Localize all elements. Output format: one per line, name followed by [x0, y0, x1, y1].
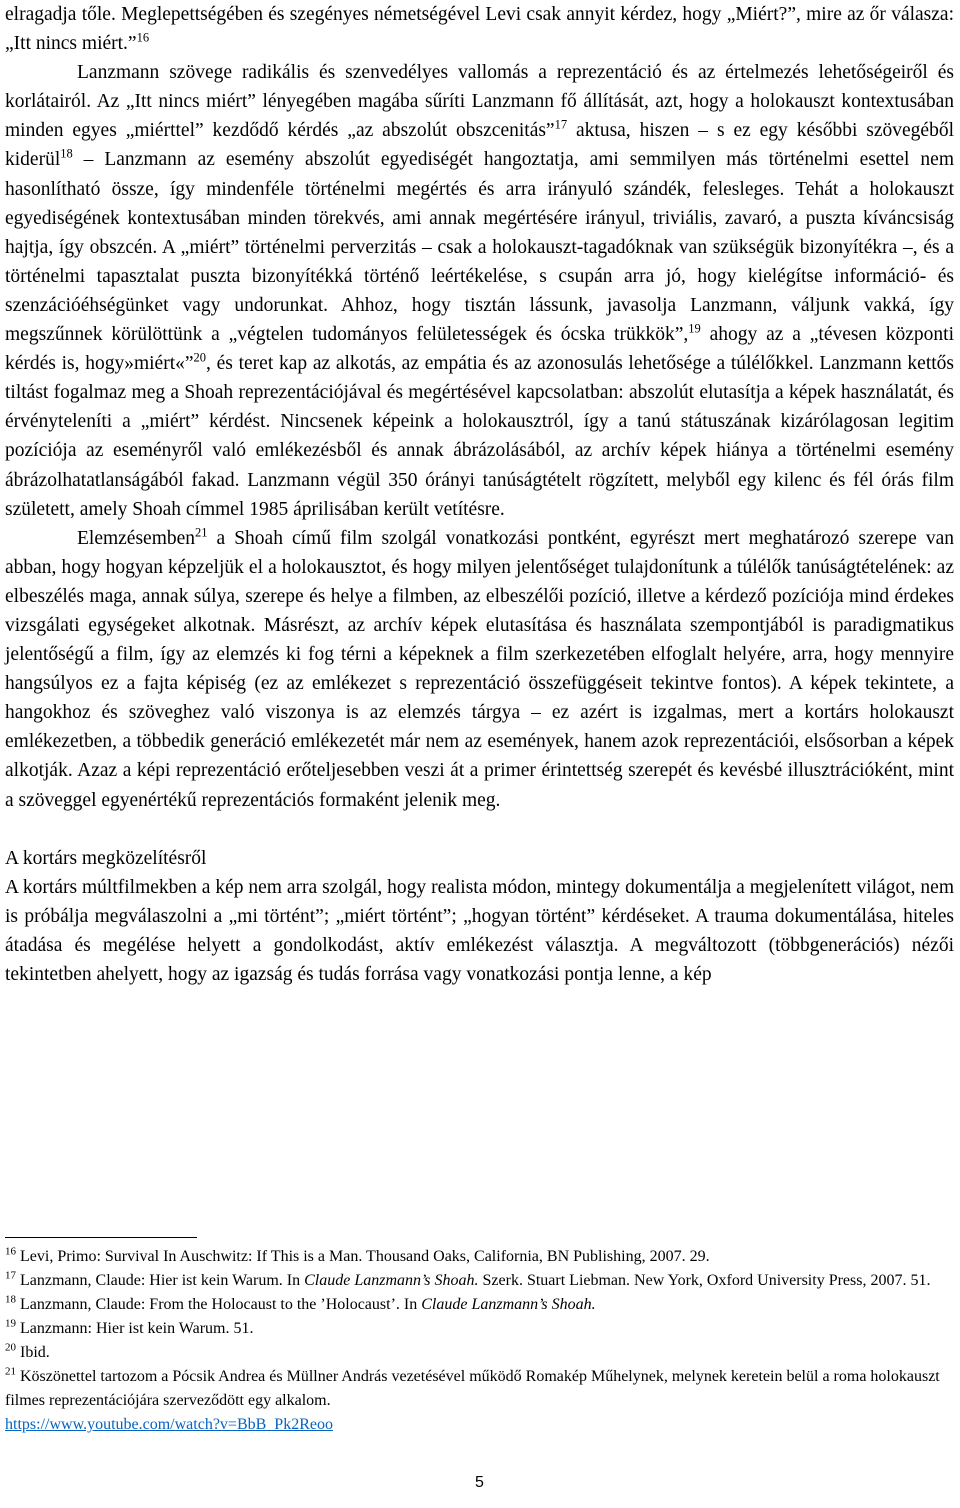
- footnote-ref-17[interactable]: 17: [554, 117, 568, 132]
- youtube-link[interactable]: https://www.youtube.com/watch?v=BbB_Pk2Reoo: [5, 1416, 333, 1433]
- footnote-ref-19[interactable]: 19: [688, 321, 701, 336]
- paragraph-3: Elemzésemben$^{21}$ a Shoah című film szolgál vonatkozási pontként, egyrészt mert meghatározó szerepe van abban, hogy hogyan képzeljük el a holokausztot, és hogy milyen jelentőséget tulajdonítunk a túlélők tanúságtételének: az elbeszélés maga, annak súlya, szerepe és helye a filmben, az elbeszélői pozíció, illetve a kérdező pozíciója mind érdekes vizsgálati egységeket alkotnak. Másrészt, az archív képek elutasítása és használata szempontjából is paradigmatikus jelentőségű a film, így az elemzés ki fog térni a képeknek a film szerkezetében elfoglalt helyére, arra, hogy mennyire hangsúlyos ez a fajta képiség (ez az emlékezet s reprezentáció összefüggéseit tekintve fontos). A képek tekintete, a hangokhoz és szöveghez való viszonya is az elemzés tárgya – ez azért is izgalmas, mert a kortárs holokauszt emlékezetben, a többedik generáció emlékezetét már nem az események, hanem azok reprezentációi, elsősorban a képek alkotják. Azaz a képi reprezentáció erőteljesebben veszi át a primer érintettség szerepét és kevésbé illusztrációként, mint a szöveggel egyenértékű reprezentációs formaként jelenik meg.: [5, 525, 954, 811]
- page-number: 5: [475, 1474, 484, 1491]
- footnote-21: $^{21}$ Köszönettel tartozom a Pócsik Andrea és Müllner András vezetésével működő Romakép Műhelynek, melynek keretein belül a roma holokauszt filmes reprezentációjára szerveződött egy alkalom.: [5, 1365, 940, 1409]
- footnote-separator: [5, 1237, 197, 1238]
- paragraph-2: Lanzmann szövege radikális és szenvedélyes vallomás a reprezentáció és az értelmezés lehetőségeiről és korlátairól. Az „Itt nincs miért” lényegében magába sűríti Lanzmann fő állítását, azt, hogy a holokauszt kontextusában minden egyes „miérttel” kezdődő kérdés „az abszolút obszcenitás”$^{17}$ aktusa, hiszen – s ez egy későbbi szövegéből kiderül$^{18}$ – Lanzmann az esemény abszolút egyediségét hangoztatja, ami semmilyen más történelmi esettel nem hasonlítható össze, így mindenféle történelmi megértés és arra irányuló szándék, felesleges. Tehát a holokauszt egyediségének kontextusában minden törekvés, ami annak megértésére irányul, triviális, zavaró, a puszta kíváncsiság hajtja, így obszcén. A „miért” történelmi perverzitás – csak a holokauszt-tagadóknak van szükségük bizonyítékra –, és a történelmi tapasztalat puszta bizonyítékká történő leértékelése, s csupán arra jó, hogy kielégítse információ- és szenzációéhségünket vagy undorunkat. Ahhoz, hogy tisztán lássunk, javasolja Lanzmann, váljunk vakká, így megszűnnek körülöttünk a „végtelen tudományos felületességek és ócska trükkök”,$^{19}$ ahogy az a „tévesen központi kérdés is, hogy»miért«”$^{20}$, és teret kap az alkotás, az empátia és az azonosulás lehetősége a túlélőkkel. Lanzmann kettős tiltást fogalmaz meg a Shoah reprezentációjával és megértésével kapcsolatban: abszolút elutasítja a képek használatát, és érvényteleníti a „miért” kérdést. Nincsenek képeink a holokausztról, így a tanú státuszának kizárólagosan legitim pozíciója az eseményről való emlékezésből és annak ábrázolásából, az archív képek hiánya a történelmi esemény ábrázolhatatlanságából fakad. Lanzmann végül 350 órányi tanúságtételt rögzített, melyből egy kilenc és fél órás film született, amely Shoah címmel 1985 áprilisában került vetítésre.: [5, 62, 954, 520]
- footnote-ref-18[interactable]: 18: [60, 146, 73, 161]
- section-heading: A kortárs megközelítésről: [5, 847, 207, 869]
- paragraph-1: elragadja tőle. Meglepettségében és szegényes németségével Levi csak annyit kérdez, hogy „Miért?”, mire az őr válasza: „Itt nincs miért.”$^{16}$: [5, 4, 954, 55]
- footnote-18: $^{18}$ Lanzmann, Claude: From the Holocaust to the ’Holocaust’. In Claude Lanzmann’s Shoah.: [5, 1293, 596, 1313]
- footnote-ref-20[interactable]: 20: [193, 350, 207, 365]
- footnote-ref-16[interactable]: 16: [136, 30, 150, 45]
- footnotes: [5, 1245, 954, 1437]
- body-text: [5, 0, 954, 989]
- footnote-20: $^{20}$ Ibid.: [5, 1341, 50, 1361]
- footnote-19: $^{19}$ Lanzmann: Hier ist kein Warum. 51.: [5, 1317, 254, 1337]
- footnote-17: $^{17}$ Lanzmann, Claude: Hier ist kein Warum. In Claude Lanzmann’s Shoah. Szerk. Stuart Liebman. New York, Oxford University Press, 2007. 51.: [5, 1269, 931, 1289]
- paragraph-4: A kortárs múltfilmekben a kép nem arra szolgál, hogy realista módon, mintegy dokumentálja a megjelenített világot, nem is próbálja megválaszolni a „mi történt”; „miért történt”; „hogyan történt” kérdéseket. A trauma dokumentálása, hiteles átadása és megélése helyett a gondolkodást, aktív emlékezést választja. A megváltozott (többgenerációs) nézői tekintetben ahelyett, hogy az igazság és tudás forrása vagy vonatkozási pontja lenne, a kép: [5, 876, 954, 985]
- footnote-16: $^{16}$ Levi, Primo: Survival In Auschwitz: If This is a Man. Thousand Oaks, California, BN Publishing, 2007. 29.: [5, 1245, 710, 1265]
- document-page: [5, 0, 954, 1491]
- footnote-ref-21[interactable]: 21: [195, 525, 208, 540]
